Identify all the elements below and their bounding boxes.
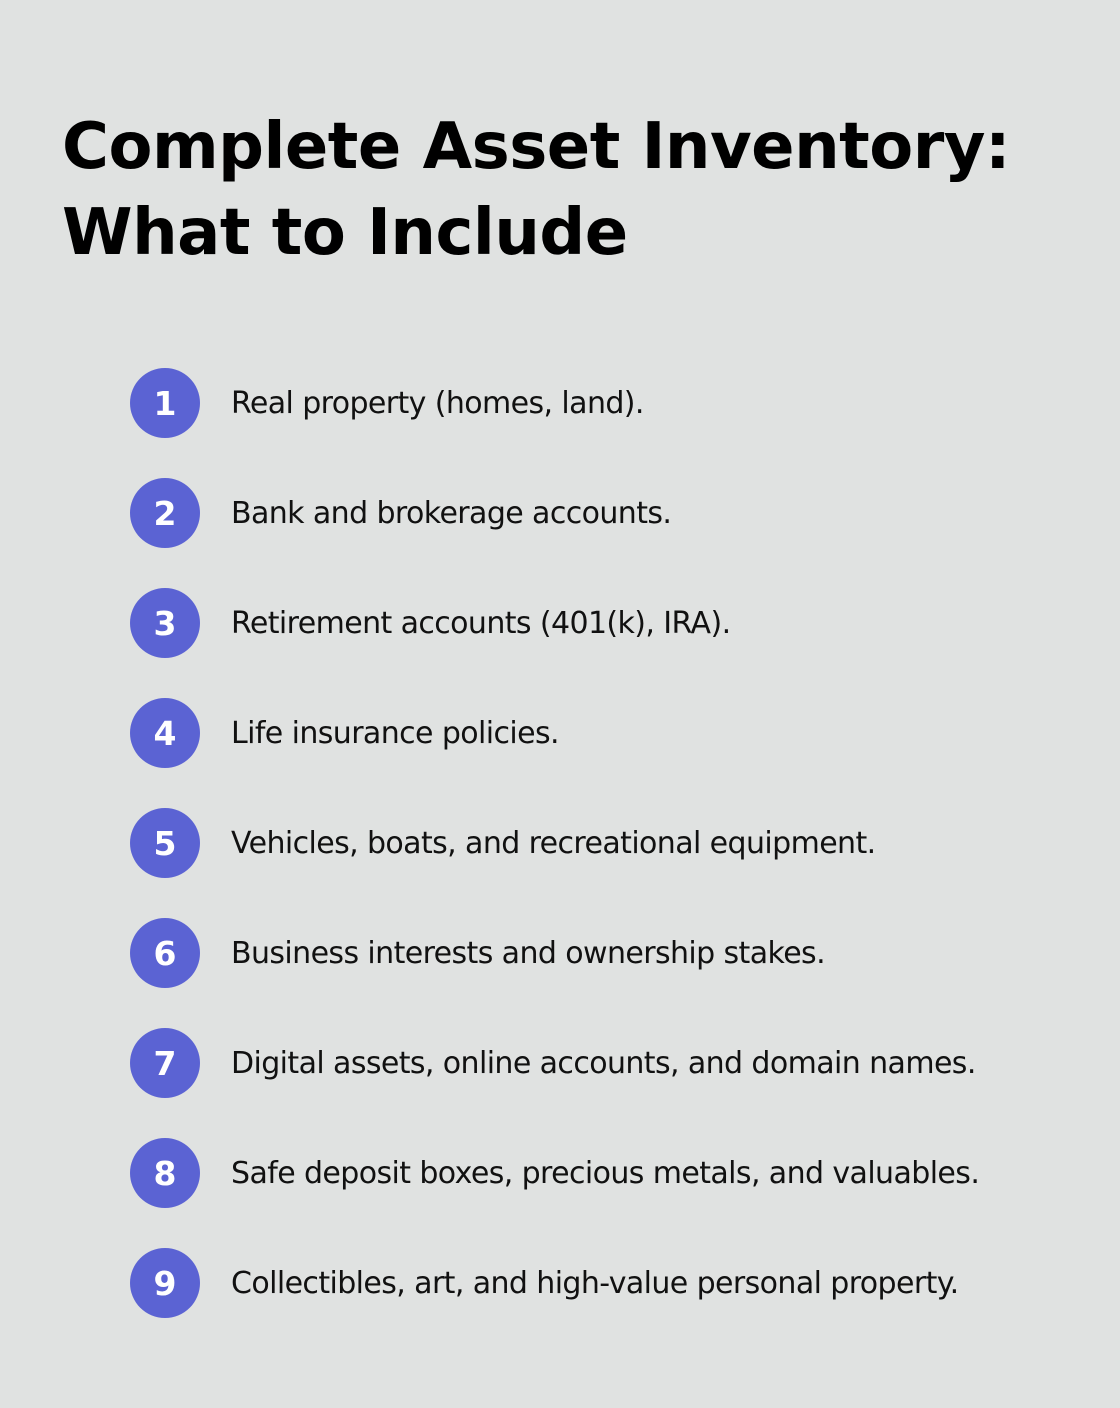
page-title-line-2: What to Include [62, 196, 628, 270]
list-item [130, 1138, 979, 1208]
list-item-label: Vehicles, boats, and recreational equipment. [231, 825, 876, 861]
list-item [130, 918, 979, 988]
number-badge: 4 [130, 698, 200, 768]
number-badge: 8 [130, 1138, 200, 1208]
number-badge: 3 [130, 588, 200, 658]
number-badge: 5 [130, 808, 200, 878]
number-badge: 7 [130, 1028, 200, 1098]
list-item-label: Digital assets, online accounts, and domain names. [231, 1045, 976, 1081]
list-item-label: Safe deposit boxes, precious metals, and valuables. [231, 1155, 980, 1191]
page-title-line-1: Complete Asset Inventory: [62, 110, 1011, 184]
list-item-label: Life insurance policies. [231, 715, 559, 751]
number-badge: 1 [130, 368, 200, 438]
list-item [130, 478, 979, 548]
list-item-label: Real property (homes, land). [231, 385, 644, 421]
list-item [130, 1248, 979, 1318]
list-item-label: Business interests and ownership stakes. [231, 935, 826, 971]
page-title [62, 104, 1062, 276]
list-item [130, 1028, 979, 1098]
list-item [130, 808, 979, 878]
list-item-label: Collectibles, art, and high-value personal property. [231, 1265, 959, 1301]
asset-list [130, 368, 979, 1318]
number-badge: 9 [130, 1248, 200, 1318]
list-item [130, 698, 979, 768]
list-item-label: Bank and brokerage accounts. [231, 495, 672, 531]
list-item [130, 588, 979, 658]
list-item [130, 368, 979, 438]
number-badge: 6 [130, 918, 200, 988]
list-item-label: Retirement accounts (401(k), IRA). [231, 605, 731, 641]
number-badge: 2 [130, 478, 200, 548]
